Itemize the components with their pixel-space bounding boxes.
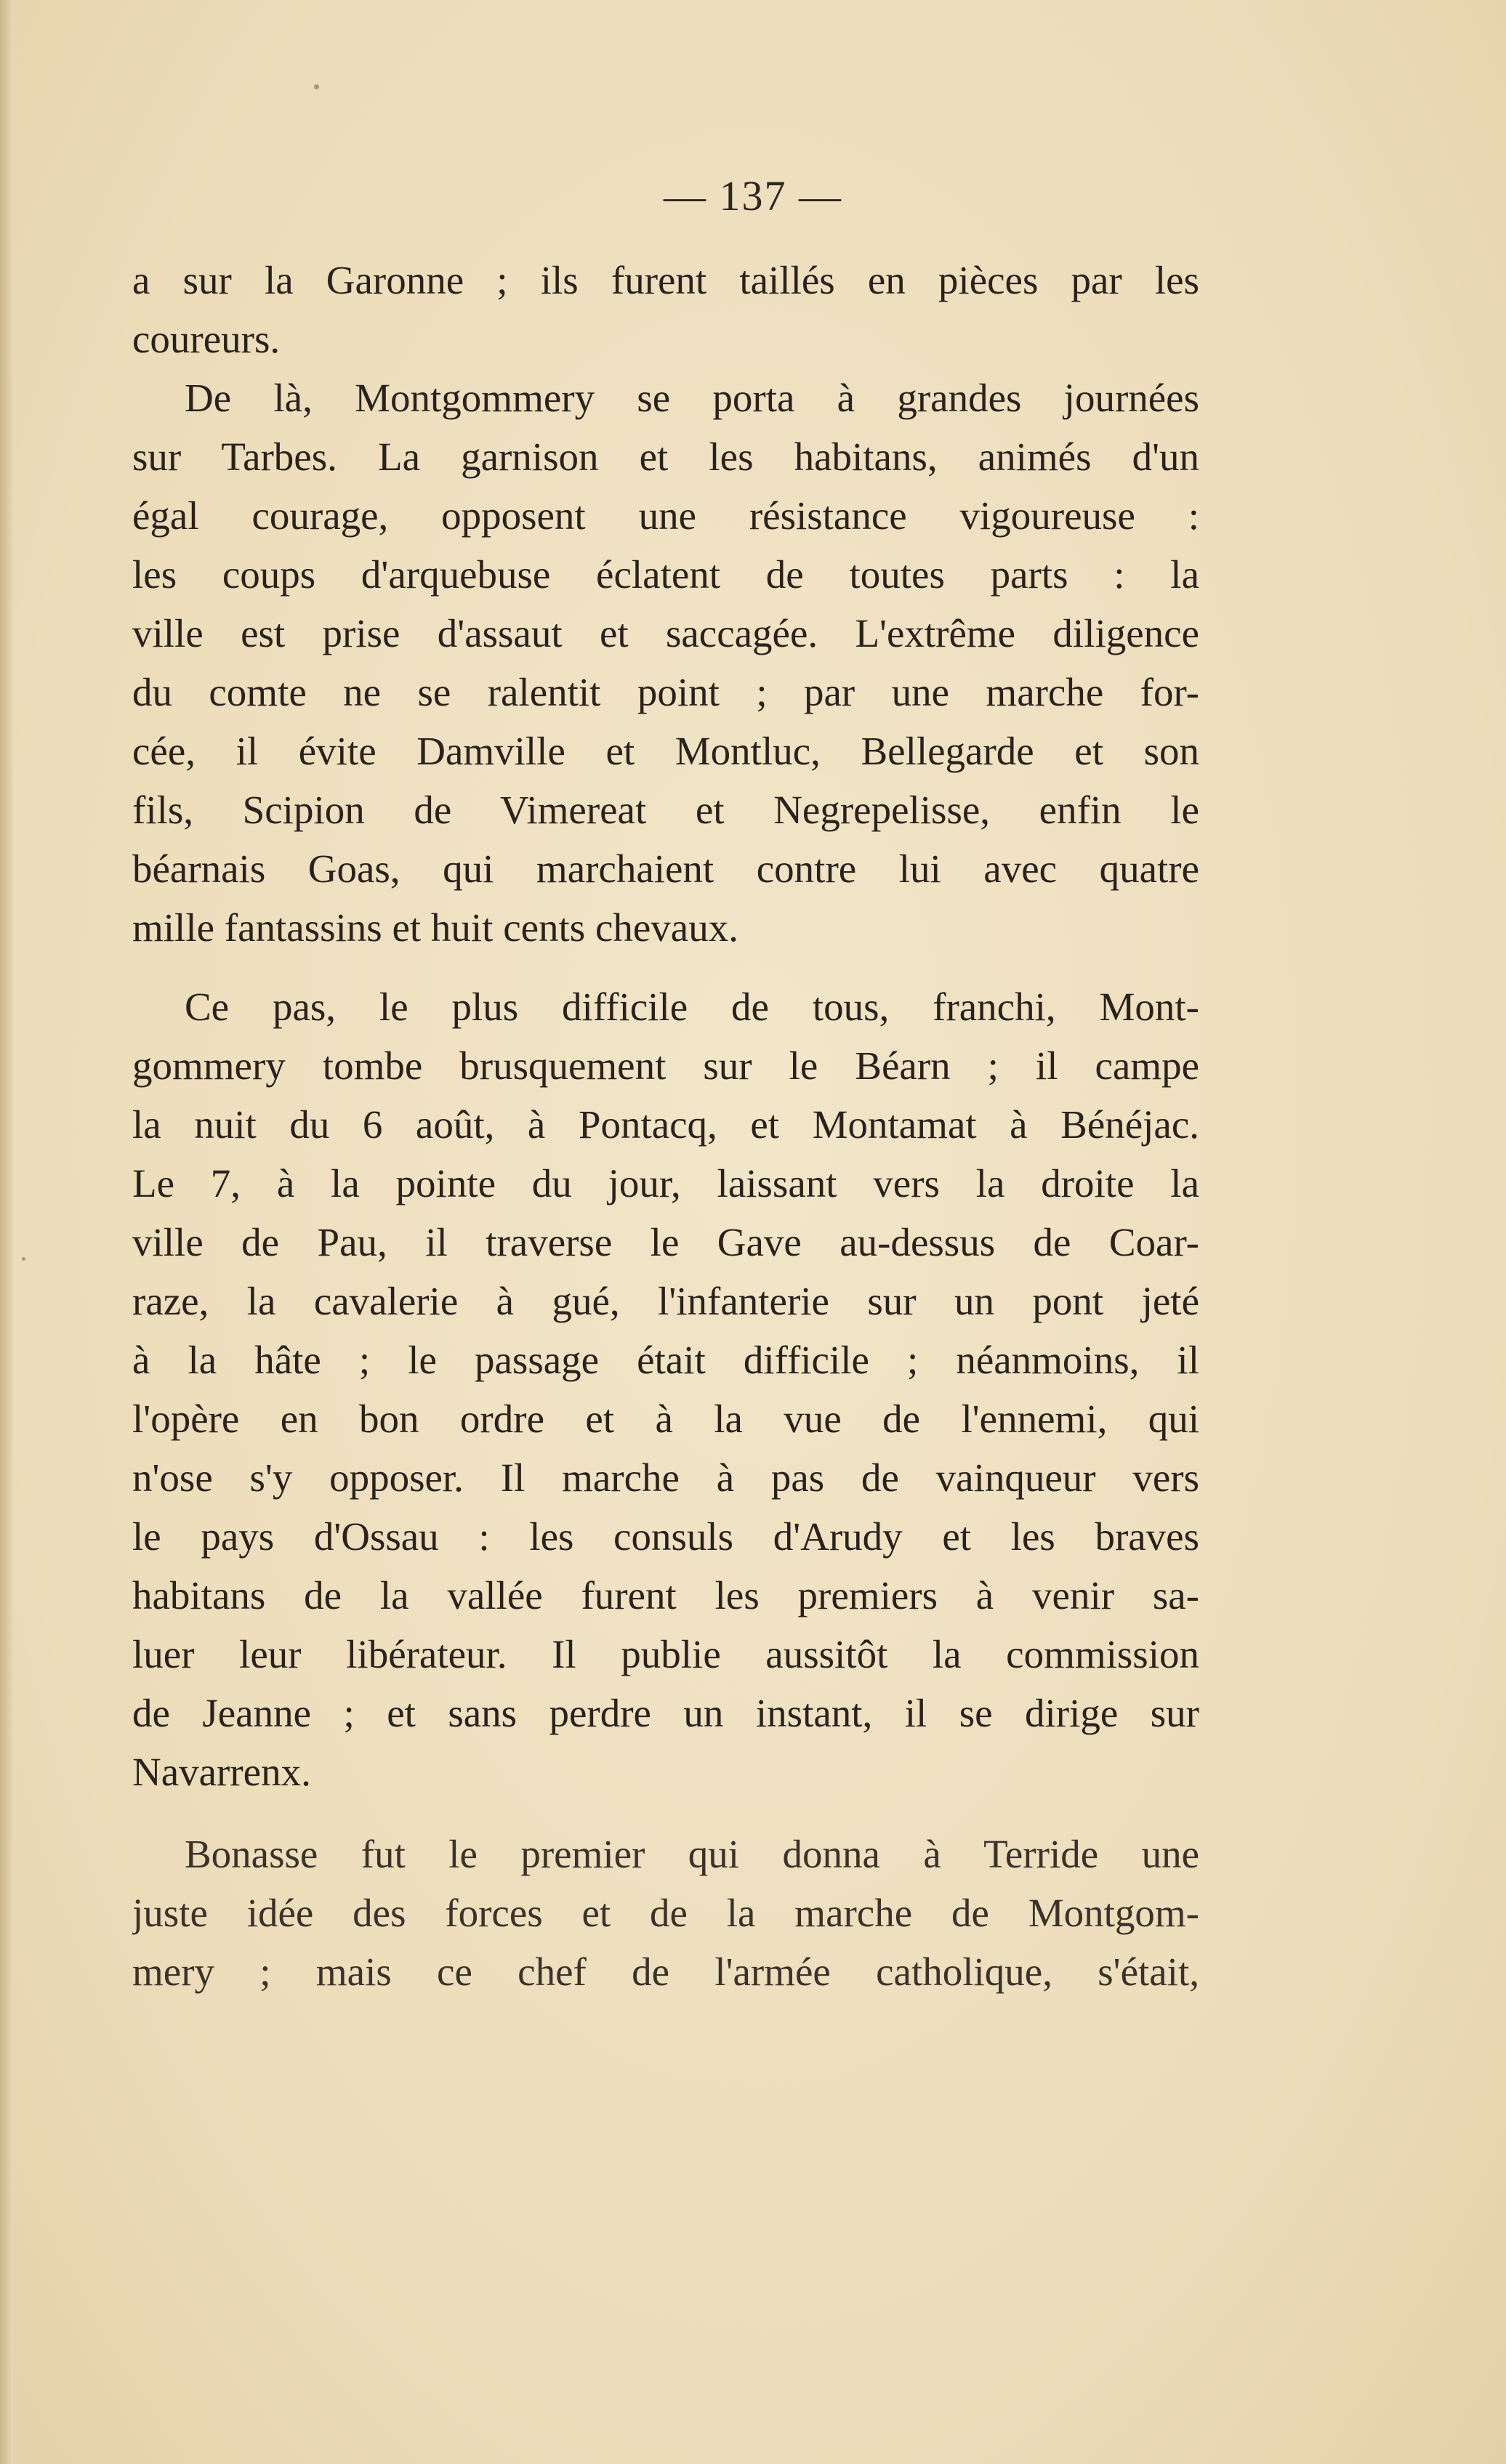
text-line: cée, il évite Damville et Montluc, Bellegarde et son	[132, 729, 1199, 773]
text-line: Navarrenx.	[132, 1750, 311, 1794]
text-line: juste idée des forces et de la marche de Montgom-	[132, 1891, 1199, 1935]
text-line: fils, Scipion de Vimereat et Negrepelisse, enfin le	[132, 788, 1199, 832]
text-line: le pays d'Ossau : les consuls d'Arudy et les braves	[132, 1514, 1199, 1559]
paragraph	[132, 251, 1199, 368]
body-text	[132, 251, 1199, 2001]
text-line: ville est prise d'assaut et saccagée. L'extrême diligence	[132, 611, 1199, 655]
text-line: Le 7, à la pointe du jour, laissant vers la droite la	[132, 1161, 1199, 1205]
text-line: n'ose s'y opposer. Il marche à pas de vainqueur vers	[132, 1455, 1199, 1500]
text-line: égal courage, opposent une résistance vigoureuse :	[132, 493, 1199, 538]
ink-speck	[314, 84, 319, 89]
page-edge	[0, 0, 13, 2464]
ink-speck	[22, 1257, 25, 1261]
text-line: mery ; mais ce chef de l'armée catholique, s'était,	[132, 1950, 1199, 1994]
text-line: sur Tarbes. La garnison et les habitans, animés d'un	[132, 435, 1199, 479]
text-line: à la hâte ; le passage était difficile ; néanmoins, il	[132, 1338, 1199, 1382]
text-line: luer leur libérateur. Il publie aussitôt la commission	[132, 1632, 1199, 1676]
text-line: a sur la Garonne ; ils furent taillés en pièces par les	[132, 258, 1199, 302]
text-line: de Jeanne ; et sans perdre un instant, il se dirige sur	[132, 1691, 1199, 1735]
text-line: coureurs.	[132, 317, 281, 361]
text-line: l'opère en bon ordre et à la vue de l'ennemi, qui	[132, 1397, 1199, 1441]
text-line: du comte ne se ralentit point ; par une marche for-	[132, 670, 1199, 714]
text-line: les coups d'arquebuse éclatent de toutes parts : la	[132, 552, 1199, 597]
text-line: habitans de la vallée furent les premiers à venir sa-	[132, 1573, 1199, 1617]
text-line: Ce pas, le plus difficile de tous, franchi, Mont-	[185, 985, 1199, 1029]
text-line: ville de Pau, il traverse le Gave au-dessus de Coar-	[132, 1220, 1199, 1264]
text-line: De là, Montgommery se porta à grandes journées	[185, 376, 1199, 420]
text-line: béarnais Goas, qui marchaient contre lui avec quatre	[132, 847, 1199, 891]
text-line: gommery tombe brusquement sur le Béarn ; il campe	[132, 1043, 1199, 1088]
text-line: raze, la cavalerie à gué, l'infanterie sur un pont jeté	[132, 1279, 1199, 1323]
paragraph	[132, 368, 1199, 957]
text-line: Bonasse fut le premier qui donna à Terride une	[185, 1832, 1199, 1876]
text-line: mille fantassins et huit cents chevaux.	[132, 905, 738, 950]
text-line: la nuit du 6 août, à Pontacq, et Montamat à Bénéjac.	[132, 1102, 1199, 1147]
page-number: — 137 —	[664, 172, 842, 219]
paragraph	[132, 977, 1199, 1801]
paragraph	[132, 1825, 1199, 2001]
